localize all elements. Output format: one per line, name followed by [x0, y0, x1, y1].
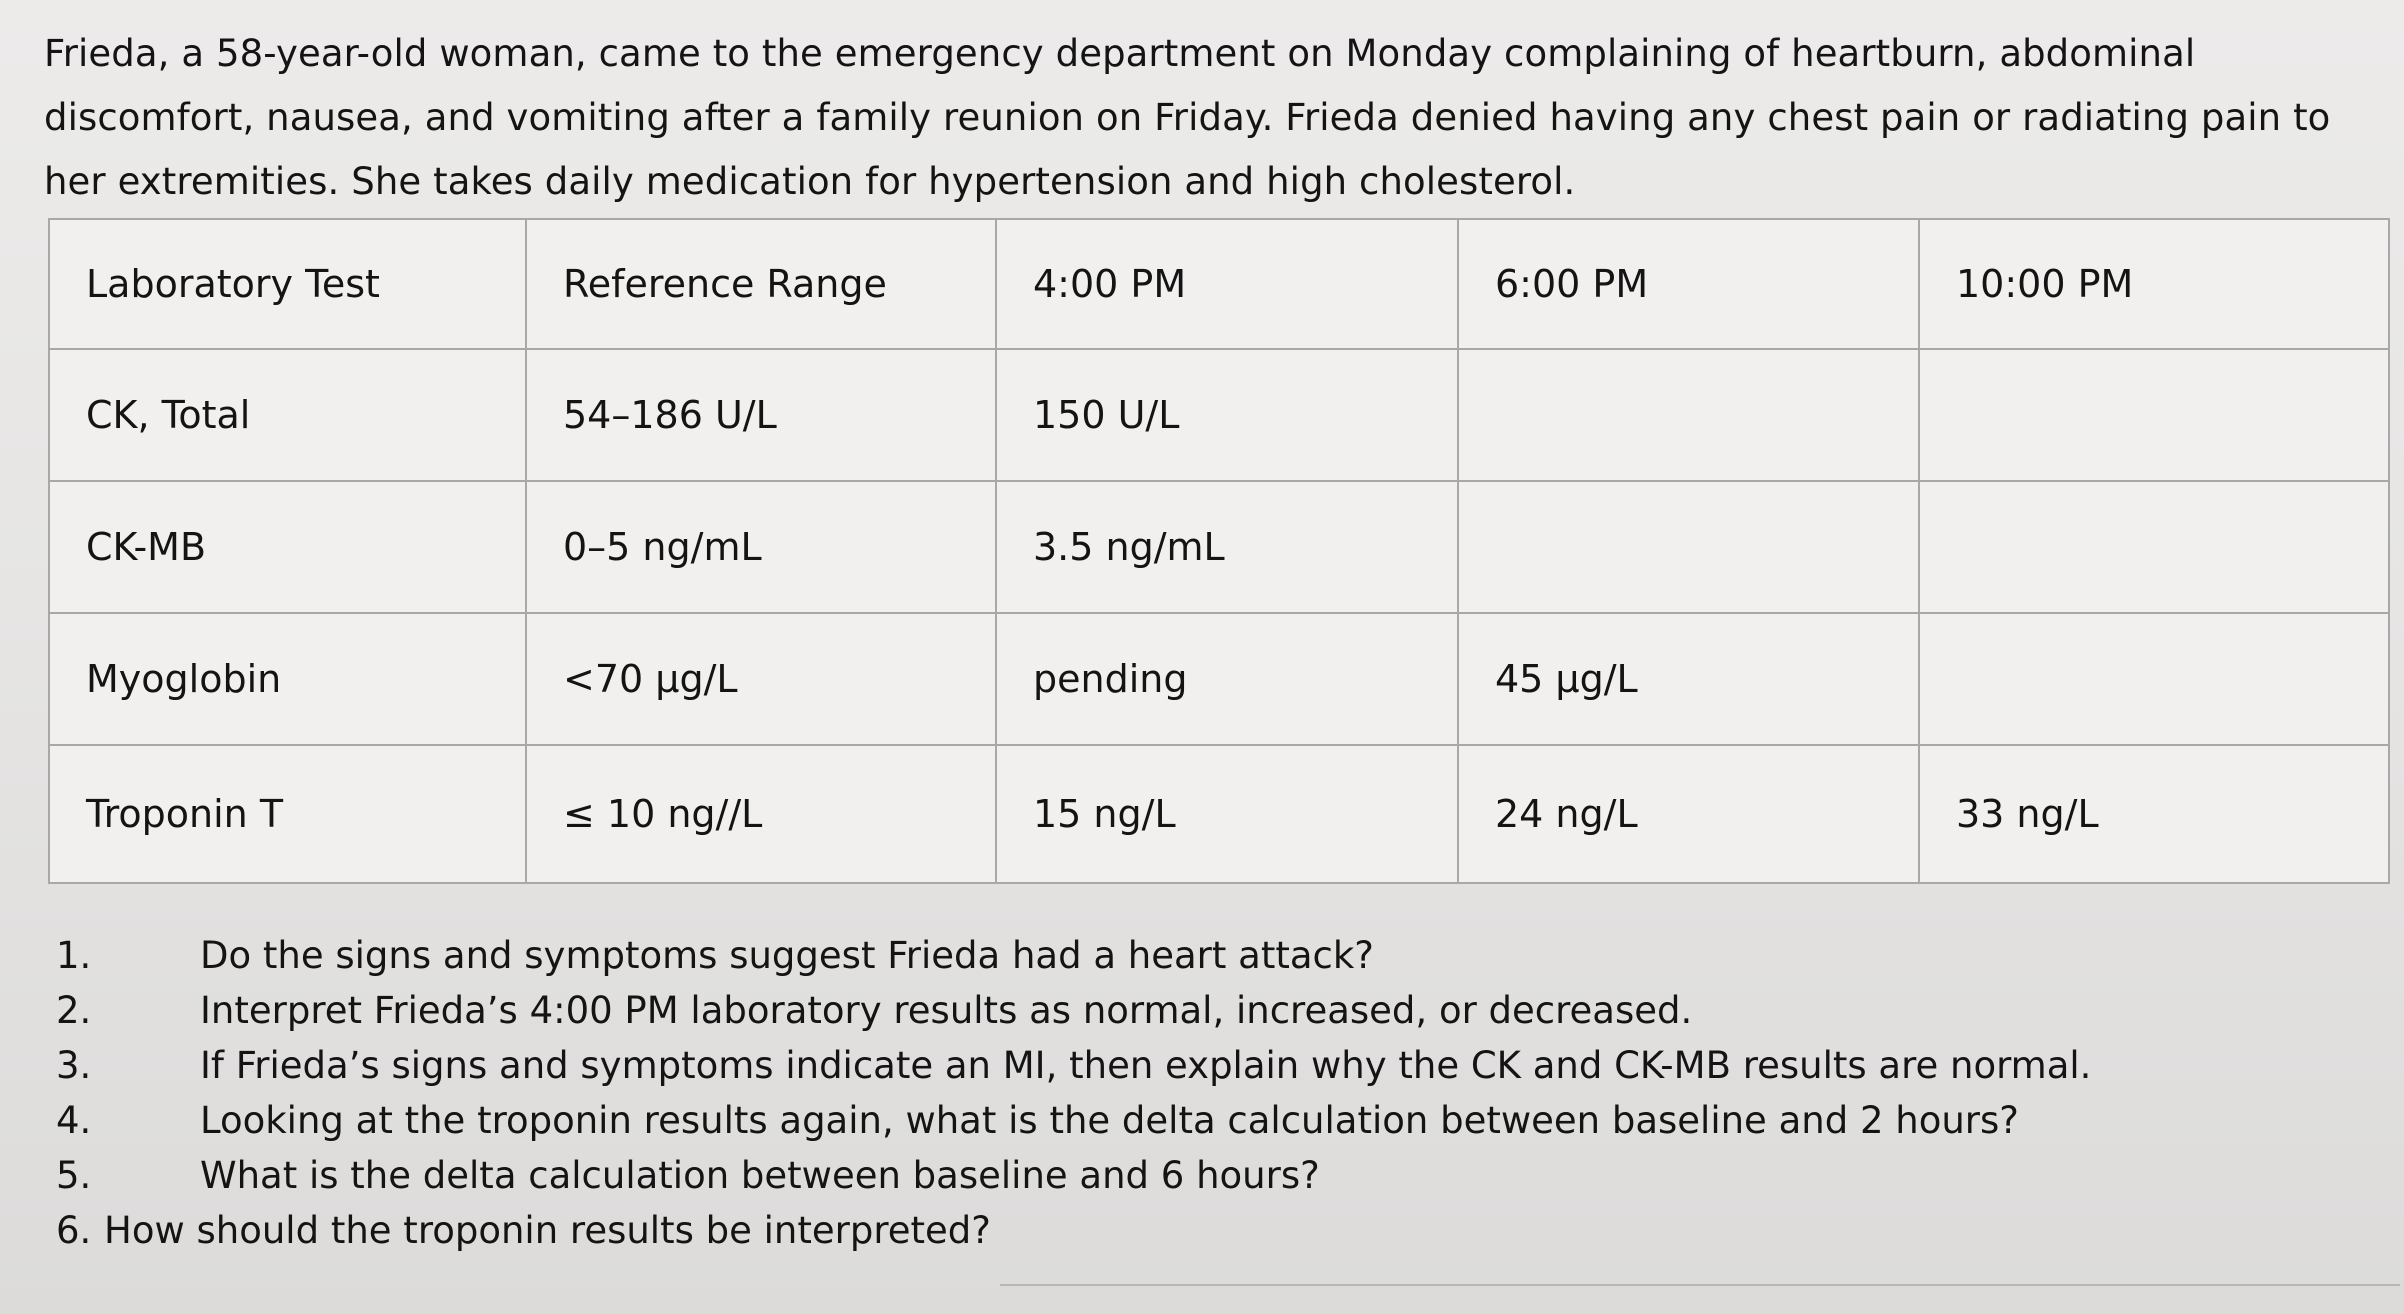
- question-list: [56, 928, 2356, 1258]
- cell-result-6pm: [1458, 349, 1919, 481]
- table-row-ck-total: [49, 349, 2389, 481]
- cell-result-4pm: pending: [996, 613, 1458, 745]
- question-item: [56, 928, 2356, 983]
- header-time-6pm: 6:00 PM: [1458, 219, 1919, 349]
- table-row-ck-mb: [49, 481, 2389, 613]
- question-text: How should the troponin results be interpreted?: [104, 1209, 991, 1252]
- question-number: 4.: [56, 1099, 92, 1142]
- question-number: 1.: [56, 934, 92, 977]
- header-time-10pm: 10:00 PM: [1919, 219, 2389, 349]
- cell-result-10pm: [1919, 613, 2389, 745]
- cell-reference-range: 0–5 ng/mL: [526, 481, 996, 613]
- table-row-myoglobin: [49, 613, 2389, 745]
- cell-result-6pm: 45 µg/L: [1458, 613, 1919, 745]
- cell-result-10pm: 33 ng/L: [1919, 745, 2389, 883]
- question-item: [56, 1203, 2356, 1258]
- cell-result-4pm: 150 U/L: [996, 349, 1458, 481]
- question-item: [56, 1038, 2356, 1093]
- question-number: 6.: [56, 1209, 92, 1252]
- cell-result-6pm: [1458, 481, 1919, 613]
- question-number: 3.: [56, 1044, 92, 1087]
- question-text: Looking at the troponin results again, what is the delta calculation between baseline and 2 hours?: [200, 1099, 2019, 1142]
- bottom-divider: [1000, 1284, 2400, 1286]
- table-row-troponin-t: [49, 745, 2389, 883]
- question-text: Do the signs and symptoms suggest Frieda had a heart attack?: [200, 934, 1374, 977]
- table-header-row: [49, 219, 2389, 349]
- cell-test-name: CK, Total: [49, 349, 526, 481]
- header-laboratory-test: Laboratory Test: [49, 219, 526, 349]
- question-text: If Frieda’s signs and symptoms indicate an MI, then explain why the CK and CK-MB results are normal.: [200, 1044, 2092, 1087]
- cell-test-name: Troponin T: [49, 745, 526, 883]
- cell-reference-range: <70 µg/L: [526, 613, 996, 745]
- case-intro-paragraph: Frieda, a 58-year-old woman, came to the emergency department on Monday complaining of heartburn, abdominal discomfort, nausea, and vomiting after a family reunion on Friday. Frieda denied having any chest pain or radiating pain to her extremities. She takes daily medication for hypertension and high cholesterol.: [44, 32, 2331, 203]
- question-item: [56, 1093, 2356, 1148]
- question-item: [56, 1148, 2356, 1203]
- cell-result-4pm: 3.5 ng/mL: [996, 481, 1458, 613]
- cell-result-10pm: [1919, 481, 2389, 613]
- cell-test-name: Myoglobin: [49, 613, 526, 745]
- cell-result-6pm: 24 ng/L: [1458, 745, 1919, 883]
- cell-reference-range: ≤ 10 ng//L: [526, 745, 996, 883]
- question-item: [56, 983, 2356, 1038]
- question-number: 5.: [56, 1154, 92, 1197]
- question-number: 2.: [56, 989, 92, 1032]
- cell-result-10pm: [1919, 349, 2389, 481]
- cell-result-4pm: 15 ng/L: [996, 745, 1458, 883]
- cell-reference-range: 54–186 U/L: [526, 349, 996, 481]
- question-text: Interpret Frieda’s 4:00 PM laboratory results as normal, increased, or decreased.: [200, 989, 1693, 1032]
- cell-test-name: CK-MB: [49, 481, 526, 613]
- header-reference-range: Reference Range: [526, 219, 996, 349]
- question-text: What is the delta calculation between baseline and 6 hours?: [200, 1154, 1320, 1197]
- header-time-4pm: 4:00 PM: [996, 219, 1458, 349]
- lab-results-table: [48, 218, 2390, 884]
